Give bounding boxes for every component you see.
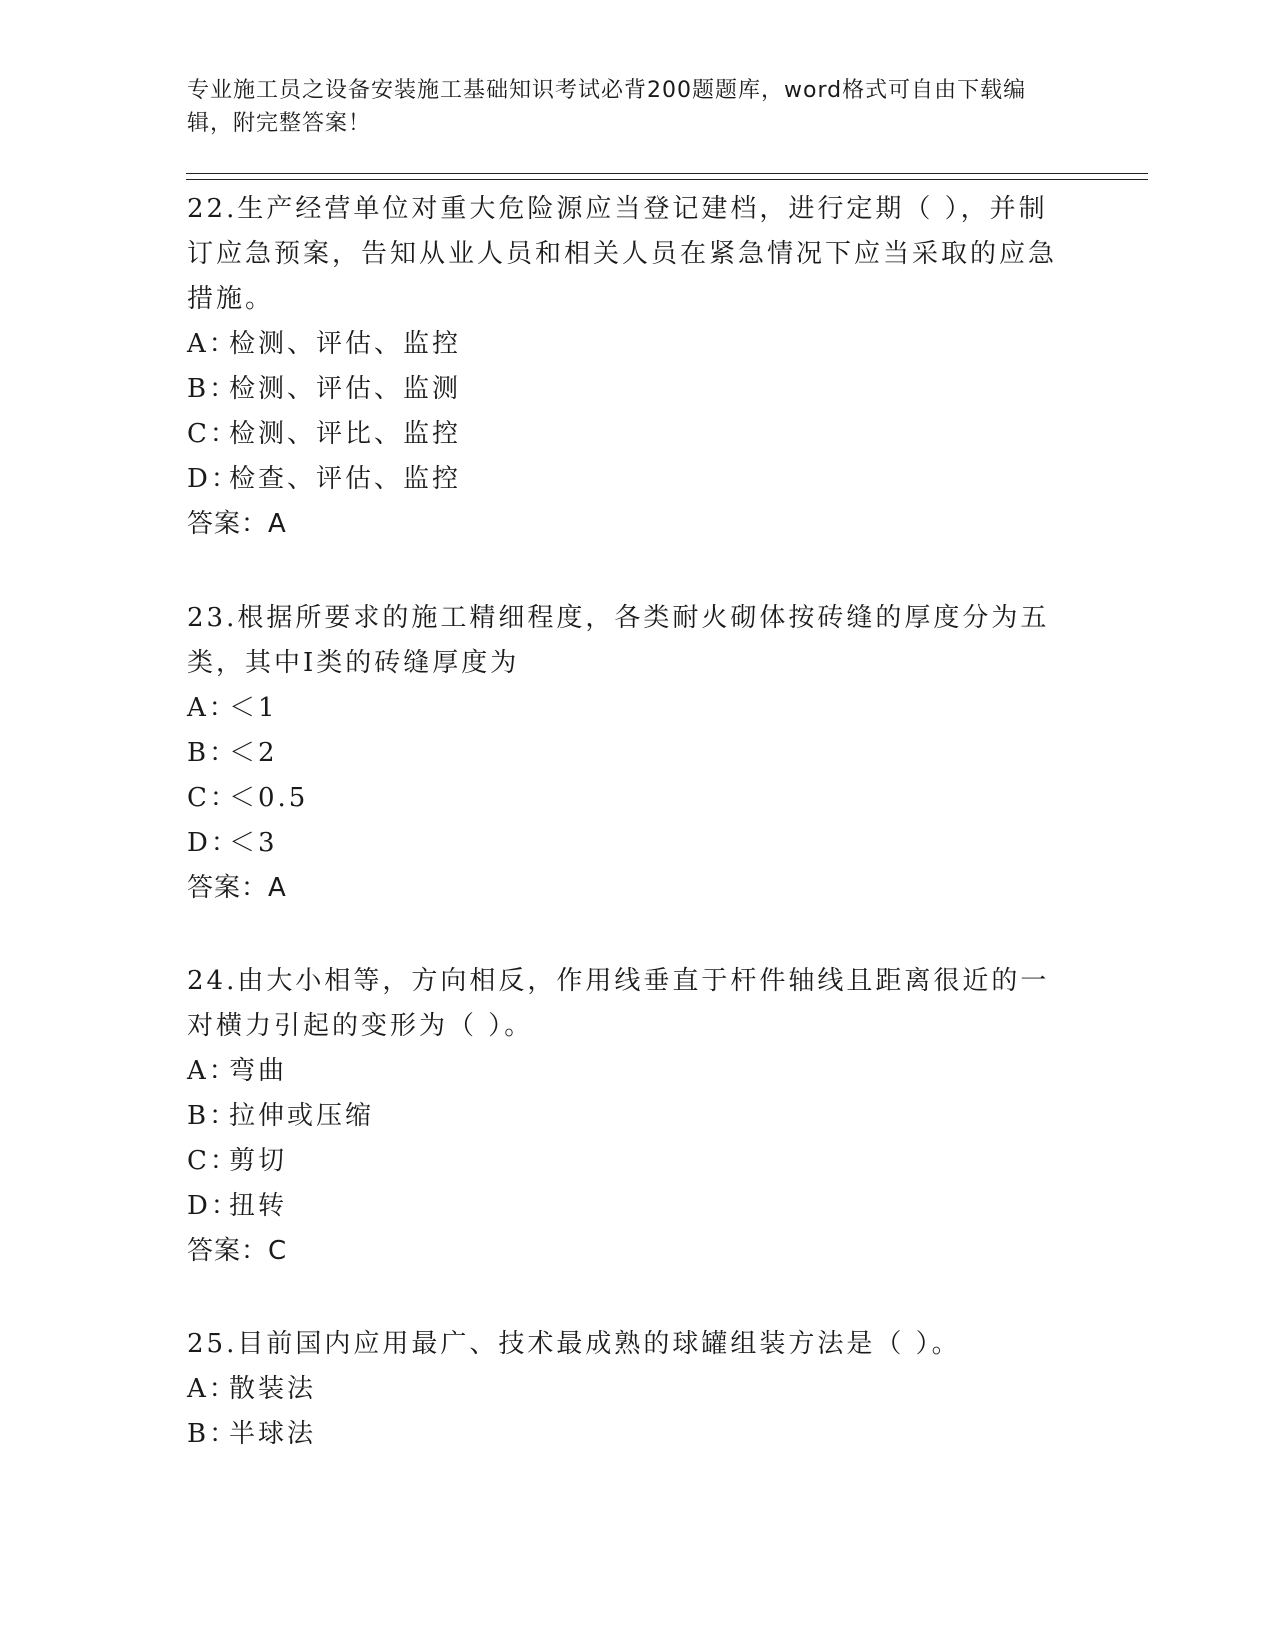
option-key: D： xyxy=(187,1191,240,1221)
option-text: 检测、评估、监控 xyxy=(229,329,462,359)
question-text: 22.生产经营单位对重大危险源应当登记建档，进行定期（ ），并制订应急预案，告知从业人员和相关人员在紧急情况下应当采取的应急措施。 xyxy=(187,194,1058,314)
option-d xyxy=(187,1184,1067,1229)
option-key: A： xyxy=(187,1374,238,1404)
option-key: B： xyxy=(187,738,239,768)
option-d xyxy=(187,457,1067,502)
option-key: B： xyxy=(187,1419,239,1449)
option-text: 检测、评比、监控 xyxy=(229,419,462,449)
question-25 xyxy=(187,1322,1067,1457)
option-key: A： xyxy=(187,693,238,723)
question-text: 23.根据所要求的施工精细程度，各类耐火砌体按砖缝的厚度分为五类，其中Ⅰ类的砖缝厚度为 xyxy=(187,603,1050,678)
option-text: 剪切 xyxy=(229,1146,288,1176)
option-a xyxy=(187,1049,1067,1094)
option-b xyxy=(187,1094,1067,1139)
question-22 xyxy=(187,187,1067,547)
question-23 xyxy=(187,596,1067,911)
option-key: D： xyxy=(187,828,240,858)
option-key: B： xyxy=(187,374,239,404)
option-b xyxy=(187,1412,1067,1457)
answer-line: 答案：A xyxy=(187,873,287,903)
option-b xyxy=(187,367,1067,412)
answer-line: 答案：A xyxy=(187,509,287,539)
option-text: 检测、评估、监测 xyxy=(229,374,462,404)
option-a xyxy=(187,686,1067,731)
header-title: 专业施工员之设备安装施工基础知识考试必背200题题库，word格式可自由下载编辑，附完整答案！ xyxy=(187,78,1027,136)
question-text: 24.由大小相等，方向相反，作用线垂直于杆件轴线且距离很近的一对横力引起的变形为（ ）。 xyxy=(187,966,1050,1041)
answer-line: 答案：C xyxy=(187,1236,288,1266)
option-d xyxy=(187,821,1067,866)
option-b xyxy=(187,731,1067,776)
option-a xyxy=(187,1367,1067,1412)
option-text: 扭转 xyxy=(229,1191,288,1221)
option-key: C： xyxy=(187,419,239,449)
option-text: 拉伸或压缩 xyxy=(229,1101,375,1131)
header-divider-bottom xyxy=(186,179,1148,180)
option-key: A： xyxy=(187,1056,238,1086)
option-text: ＜3 xyxy=(229,828,278,858)
option-text: ＜0.5 xyxy=(229,783,309,813)
option-text: ＜1 xyxy=(229,693,278,723)
option-key: A： xyxy=(187,329,238,359)
question-24 xyxy=(187,959,1067,1274)
option-key: D： xyxy=(187,464,240,494)
option-text: 半球法 xyxy=(229,1419,317,1449)
option-key: C： xyxy=(187,783,239,813)
option-c xyxy=(187,1139,1067,1184)
option-text: 检查、评估、监控 xyxy=(229,464,462,494)
header-divider-top xyxy=(186,173,1148,174)
option-c xyxy=(187,412,1067,457)
option-key: B： xyxy=(187,1101,239,1131)
document-header xyxy=(187,74,1067,140)
option-text: 弯曲 xyxy=(229,1056,288,1086)
option-a xyxy=(187,322,1067,367)
question-text: 25.目前国内应用最广、技术最成熟的球罐组装方法是（ ）。 xyxy=(187,1329,961,1359)
option-text: 散装法 xyxy=(229,1374,317,1404)
option-key: C： xyxy=(187,1146,239,1176)
option-text: ＜2 xyxy=(229,738,278,768)
option-c xyxy=(187,776,1067,821)
